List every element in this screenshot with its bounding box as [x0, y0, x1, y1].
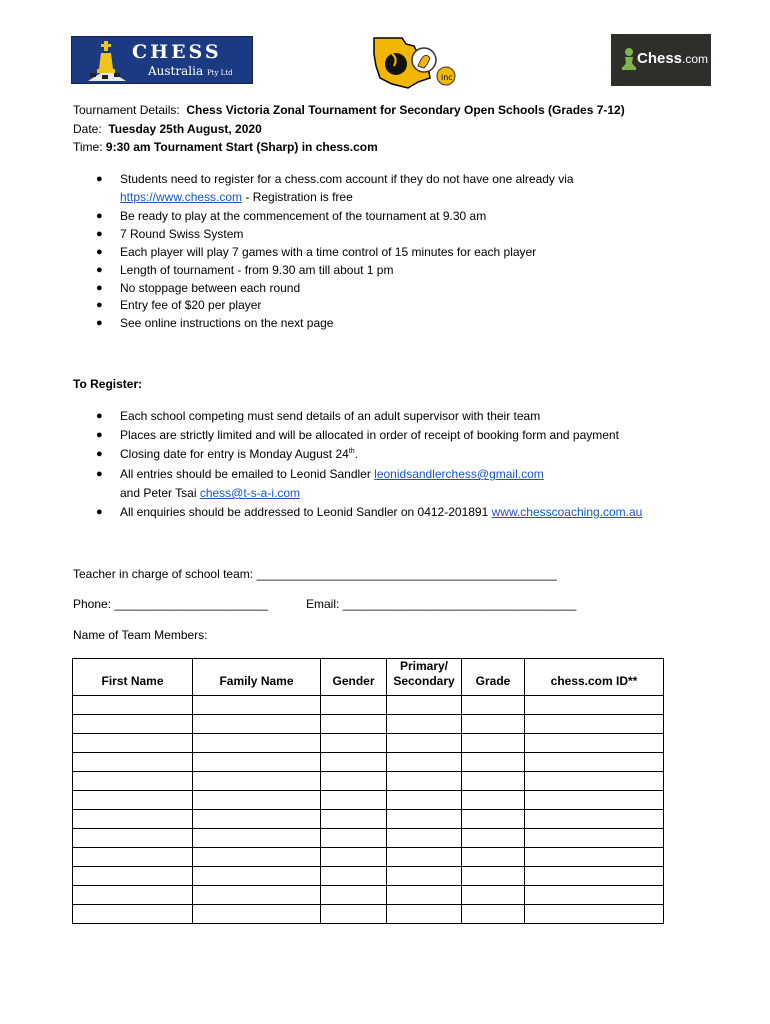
table-cell[interactable] [462, 772, 525, 791]
chesscoaching-link[interactable]: www.chesscoaching.com.au [491, 505, 643, 519]
table-cell[interactable] [193, 696, 321, 715]
table-cell[interactable] [193, 905, 321, 924]
list-item: Each school competing must send details of an adult supervisor with their team [120, 409, 541, 423]
table-row [73, 810, 664, 829]
tournament-details [73, 103, 625, 118]
chess-victoria-logo [372, 36, 464, 90]
bullet-icon: ● [96, 282, 103, 294]
table-cell[interactable] [73, 734, 193, 753]
table-cell[interactable] [462, 753, 525, 772]
table-cell[interactable] [525, 753, 664, 772]
table-cell[interactable] [73, 867, 193, 886]
tournament-date [73, 122, 262, 137]
table-cell[interactable] [387, 810, 462, 829]
table-cell[interactable] [387, 905, 462, 924]
table-row [73, 829, 664, 848]
table-cell[interactable] [73, 696, 193, 715]
table-cell[interactable] [73, 810, 193, 829]
header-family-name: Family Name [193, 659, 321, 696]
table-cell[interactable] [321, 848, 387, 867]
table-cell[interactable] [462, 829, 525, 848]
bullet-icon: ● [96, 264, 103, 276]
bullet-icon: ● [96, 228, 103, 240]
table-cell[interactable] [387, 772, 462, 791]
table-cell[interactable] [387, 696, 462, 715]
list-item: See online instructions on the next page [120, 316, 334, 330]
table-cell[interactable] [387, 886, 462, 905]
table-cell[interactable] [387, 791, 462, 810]
table-cell[interactable] [462, 867, 525, 886]
bullet-icon: ● [96, 448, 103, 460]
list-item-continued: and Peter Tsai chess@t-s-a-i.com [120, 486, 301, 500]
table-cell[interactable] [73, 715, 193, 734]
table-cell[interactable] [193, 829, 321, 848]
table-cell[interactable] [525, 848, 664, 867]
chess-australia-logo [71, 36, 253, 84]
table-cell[interactable] [525, 696, 664, 715]
phone-blank[interactable]: _______________________ [114, 597, 268, 611]
table-cell[interactable] [387, 715, 462, 734]
table-row [73, 753, 664, 772]
table-cell[interactable] [525, 715, 664, 734]
header-primary-secondary: Primary/ Secondary [387, 659, 462, 696]
table-cell[interactable] [193, 810, 321, 829]
table-cell[interactable] [193, 734, 321, 753]
table-cell[interactable] [193, 715, 321, 734]
tournament-name: Chess Victoria Zonal Tournament for Secondary Open Schools (Grades 7-12) [186, 103, 625, 117]
bullet-icon: ● [96, 210, 103, 222]
table-cell[interactable] [321, 753, 387, 772]
table-header-row [73, 659, 664, 696]
list-item: Places are strictly limited and will be allocated in order of receipt of booking form and payment [120, 428, 619, 442]
list-item-continued: https://www.chess.com - Registration is free [120, 190, 353, 204]
header-gender: Gender [321, 659, 387, 696]
table-cell[interactable] [387, 829, 462, 848]
table-cell[interactable] [73, 829, 193, 848]
table-cell[interactable] [387, 734, 462, 753]
table-cell[interactable] [193, 753, 321, 772]
teacher-field[interactable] [73, 567, 557, 582]
table-cell[interactable] [525, 886, 664, 905]
table-cell[interactable] [462, 715, 525, 734]
tournament-label: Tournament Details: [73, 103, 180, 117]
table-cell[interactable] [193, 848, 321, 867]
chess-king-icon [86, 39, 128, 83]
chess-australia-subtitle: Australia Pty Ltd [148, 64, 233, 78]
table-cell[interactable] [462, 905, 525, 924]
table-cell[interactable] [525, 829, 664, 848]
list-item: Closing date for entry is Monday August 24th. [120, 447, 358, 461]
header-first-name: First Name [73, 659, 193, 696]
header-grade: Grade [462, 659, 525, 696]
table-cell[interactable] [321, 886, 387, 905]
table-cell[interactable] [525, 810, 664, 829]
table-cell[interactable] [462, 734, 525, 753]
list-item: 7 Round Swiss System [120, 227, 244, 241]
table-cell[interactable] [73, 905, 193, 924]
list-item: No stoppage between each round [120, 281, 301, 295]
teacher-label: Teacher in charge of school team: [73, 567, 254, 581]
team-members-label: Name of Team Members: [73, 628, 208, 642]
bullet-icon: ● [96, 410, 103, 422]
table-cell[interactable] [321, 829, 387, 848]
teacher-blank[interactable]: _____________________________________________ [256, 567, 557, 581]
chess-australia-title: CHESS [132, 41, 222, 63]
header-chess-id: chess.com ID** [525, 659, 664, 696]
table-cell[interactable] [321, 905, 387, 924]
email-field[interactable] [306, 597, 576, 612]
phone-field[interactable] [73, 597, 268, 612]
table-cell[interactable] [73, 886, 193, 905]
table-row [73, 715, 664, 734]
table-cell[interactable] [321, 791, 387, 810]
table-cell[interactable] [321, 696, 387, 715]
table-cell[interactable] [73, 791, 193, 810]
table-cell[interactable] [525, 905, 664, 924]
leonid-email-link[interactable]: leonidsandlerchess@gmail.com [374, 467, 544, 481]
table-cell[interactable] [525, 772, 664, 791]
svg-text:inc: inc [441, 73, 453, 82]
table-cell[interactable] [387, 753, 462, 772]
table-cell[interactable] [193, 867, 321, 886]
time-label: Time: [73, 140, 103, 154]
list-item: Entry fee of $20 per player [120, 298, 262, 312]
table-row [73, 886, 664, 905]
table-row [73, 905, 664, 924]
bullet-icon: ● [96, 506, 103, 518]
list-item: Be ready to play at the commencement of the tournament at 9.30 am [120, 209, 487, 223]
bullet-icon: ● [96, 429, 103, 441]
list-item: Students need to register for a chess.com account if they do not have one already via [120, 172, 574, 186]
date-value: Tuesday 25th August, 2020 [108, 122, 262, 136]
email-blank[interactable]: ___________________________________ [342, 597, 577, 611]
table-cell[interactable] [73, 848, 193, 867]
pawn-icon [621, 47, 637, 71]
list-item: All entries should be emailed to Leonid Sandler leonidsandlerchess@gmail.com [120, 467, 544, 481]
table-cell[interactable] [321, 867, 387, 886]
table-cell[interactable] [462, 791, 525, 810]
list-item: Length of tournament - from 9.30 am till about 1 pm [120, 263, 394, 277]
table-row [73, 696, 664, 715]
email-label: Email: [306, 597, 340, 611]
table-cell[interactable] [321, 810, 387, 829]
table-cell[interactable] [462, 848, 525, 867]
bullet-icon: ● [96, 317, 103, 329]
list-item: Each player will play 7 games with a time control of 15 minutes for each player [120, 245, 537, 259]
table-cell[interactable] [321, 772, 387, 791]
table-row [73, 848, 664, 867]
chess-com-logo [611, 34, 711, 86]
table-cell[interactable] [525, 791, 664, 810]
tournament-time [73, 140, 378, 155]
peter-email-link[interactable]: chess@t-s-a-i.com [199, 486, 301, 500]
table-cell[interactable] [193, 886, 321, 905]
table-row [73, 791, 664, 810]
register-heading: To Register: [73, 377, 143, 391]
bullet-icon: ● [96, 173, 103, 185]
table-cell[interactable] [462, 696, 525, 715]
bullet-icon: ● [96, 299, 103, 311]
table-row [73, 867, 664, 886]
table-row [73, 734, 664, 753]
date-label: Date: [73, 122, 102, 136]
table-cell[interactable] [193, 772, 321, 791]
chess-com-wordmark: Chess.com [637, 50, 709, 67]
table-cell[interactable] [525, 867, 664, 886]
table-cell[interactable] [193, 791, 321, 810]
phone-label: Phone: [73, 597, 112, 611]
table-cell[interactable] [387, 848, 462, 867]
table-cell[interactable] [73, 772, 193, 791]
table-cell[interactable] [525, 734, 664, 753]
table-row [73, 772, 664, 791]
table-cell[interactable] [321, 715, 387, 734]
list-item: All enquiries should be addressed to Leonid Sandler on 0412-201891 www.chesscoaching.com.au [120, 505, 643, 519]
bullet-icon: ● [96, 468, 103, 480]
table-cell[interactable] [462, 810, 525, 829]
chess-com-link[interactable]: https://www.chess.com [120, 190, 243, 204]
time-value: 9:30 am Tournament Start (Sharp) in chess.com [105, 140, 378, 154]
team-members-table [72, 658, 664, 924]
bullet-icon: ● [96, 246, 103, 258]
table-cell[interactable] [321, 734, 387, 753]
table-cell[interactable] [462, 886, 525, 905]
table-cell[interactable] [73, 753, 193, 772]
table-cell[interactable] [387, 867, 462, 886]
